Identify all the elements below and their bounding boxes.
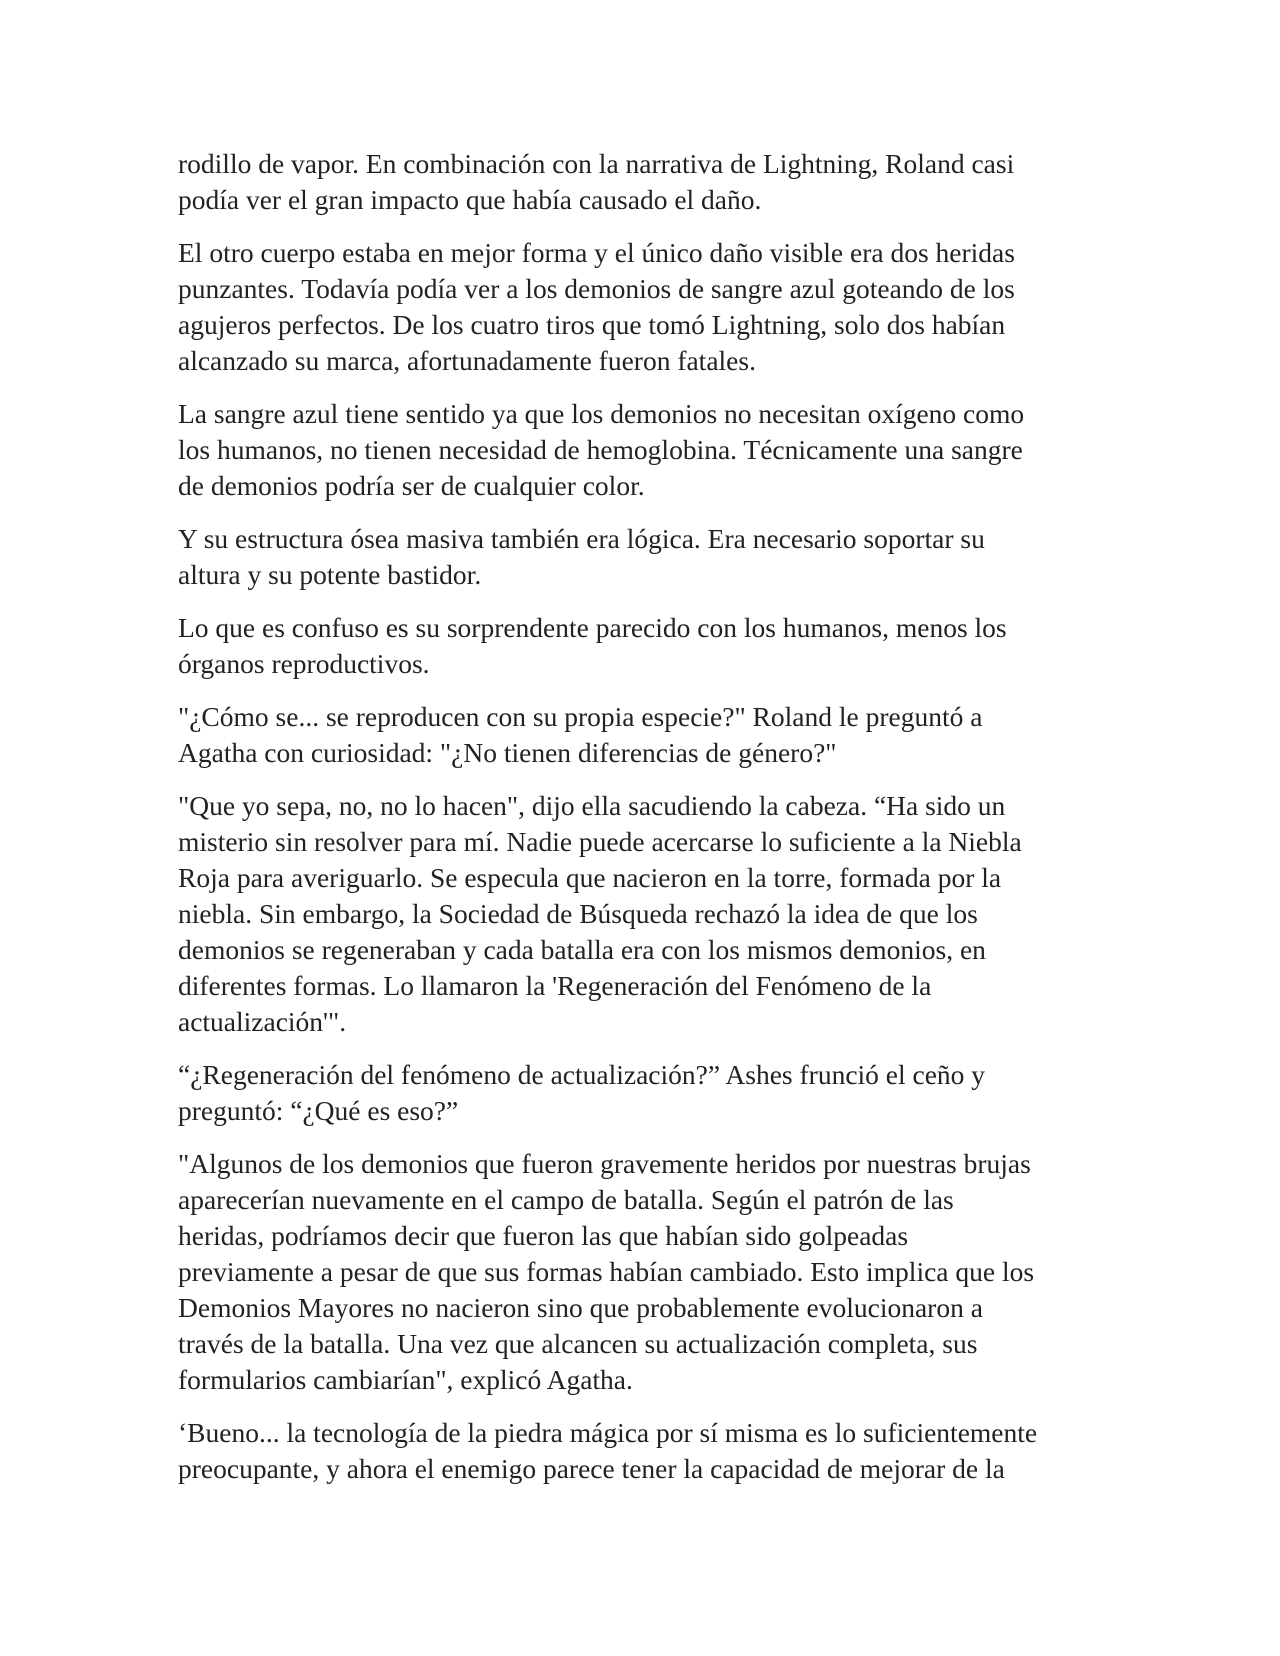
paragraph: "¿Cómo se... se reproducen con su propia especie?" Roland le preguntó a Agatha con curiosidad: "¿No tienen diferencias de género?" [178, 701, 983, 768]
paragraph: ‘Bueno... la tecnología de la piedra mágica por sí misma es lo suficientemente preocupante, y ahora el enemigo parece tener la capacidad de mejorar de la [178, 1417, 1038, 1484]
paragraph: "Que yo sepa, no, no lo hacen", dijo ella sacudiendo la cabeza. “Ha sido un misterio sin resolver para mí. Nadie puede acercarse lo suficiente a la Niebla Roja para averiguarlo. Se especula que nacieron en la torre, formada por la niebla. Sin embargo, la Sociedad de Búsqueda rechazó la idea de que los demonios se regeneraban y cada batalla era con los mismos demonios, en diferentes formas. Lo llamaron la 'Regeneración del Fenómeno de la actualización'". [178, 790, 1022, 1037]
paragraph: La sangre azul tiene sentido ya que los demonios no necesitan oxígeno como los humanos, no tienen necesidad de hemoglobina. Técnicamente una sangre de demonios podría ser de cualquier color. [178, 398, 1025, 501]
paragraph: rodillo de vapor. En combinación con la narrativa de Lightning, Roland casi podía ver el gran impacto que había causado el daño. [178, 148, 1015, 215]
paragraph: “¿Regeneración del fenómeno de actualización?” Ashes frunció el ceño y preguntó: “¿Qué es eso?” [178, 1059, 986, 1126]
paragraph: El otro cuerpo estaba en mejor forma y el único daño visible era dos heridas punzantes. Todavía podía ver a los demonios de sangre azul goteando de los agujeros perfectos. De los cuatro tiros que tomó Lightning, solo dos habían alcanzado su marca, afortunadamente fueron fatales. [178, 237, 1015, 376]
paragraph: Lo que es confuso es su sorprendente parecido con los humanos, menos los órganos reproductivos. [178, 612, 1007, 679]
paragraph: "Algunos de los demonios que fueron gravemente heridos por nuestras brujas aparecerían nuevamente en el campo de batalla. Según el patrón de las heridas, podríamos decir que fueron las que habían sido golpeadas previamente a pesar de que sus formas habían cambiado. Esto implica que los Demonios Mayores no nacieron sino que probablemente evolucionaron a través de la batalla. Una vez que alcancen su actualización completa, sus formularios cambiarían", explicó Agatha. [178, 1148, 1035, 1395]
paragraph: Y su estructura ósea masiva también era lógica. Era necesario soportar su altura y su potente bastidor. [178, 523, 985, 590]
document-body [178, 146, 1096, 1504]
